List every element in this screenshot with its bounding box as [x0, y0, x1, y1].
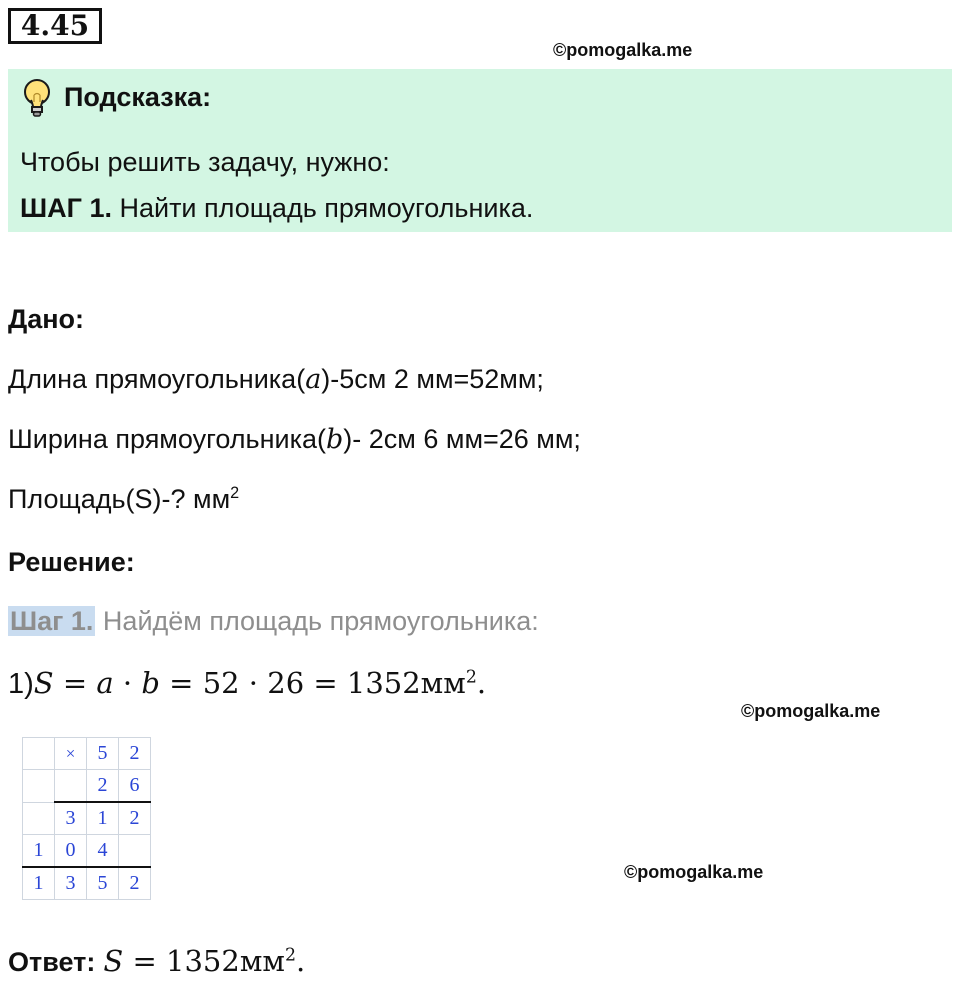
solution-step-label: Шаг 1.	[10, 606, 94, 636]
calc-sup: 2	[465, 667, 477, 688]
grid-cell: 2	[119, 867, 151, 900]
grid-cell: 2	[87, 770, 119, 803]
answer-rest: = 1352мм	[123, 944, 285, 978]
grid-cell: 1	[23, 867, 55, 900]
grid-cell: 1	[23, 835, 55, 868]
grid-cell: 4	[87, 835, 119, 868]
grid-cell: 3	[55, 802, 87, 835]
watermark: ©pomogalka.me	[553, 40, 693, 60]
answer-end: .	[296, 944, 306, 978]
given-length-suffix: )-5см 2 мм=52мм;	[321, 364, 544, 394]
answer-s: S	[103, 944, 124, 978]
watermark: ©pomogalka.me	[741, 701, 881, 721]
hint-step-text: Найти площадь прямоугольника.	[111, 193, 534, 223]
grid-cell: 0	[55, 835, 87, 868]
grid-cell: 5	[87, 867, 119, 900]
grid-cell: 1	[87, 802, 119, 835]
given-width-prefix: Ширина прямоугольника(	[8, 424, 326, 454]
grid-cell	[23, 802, 55, 835]
hint-step-label: ШАГ 1.	[20, 193, 112, 223]
solution-step-text: Найдём площадь прямоугольника:	[95, 606, 539, 636]
given-area-text: Площадь(S)-? мм	[8, 484, 231, 514]
given-length	[8, 364, 544, 395]
grid-cell: 2	[119, 738, 151, 770]
calc-a: a	[96, 666, 114, 700]
answer-sup: 2	[284, 945, 297, 966]
calc-s: S	[33, 666, 54, 700]
hint-intro: Чтобы решить задачу, нужно:	[20, 147, 390, 177]
grid-cell	[55, 770, 87, 803]
answer-label: Ответ:	[8, 947, 96, 977]
grid-cell	[23, 738, 55, 770]
calc-prefix: 1)	[8, 668, 34, 700]
grid-cell	[119, 835, 151, 868]
hint-title: Подсказка:	[64, 82, 212, 112]
given-area	[8, 484, 239, 515]
times-sign: ×	[55, 738, 87, 770]
given-width	[8, 424, 581, 455]
answer-line	[8, 944, 305, 979]
multiplication-grid	[22, 737, 151, 900]
calc-eq: =	[53, 666, 97, 700]
solution-heading: Решение:	[8, 547, 135, 577]
solution-calc	[8, 666, 486, 701]
calc-end: .	[476, 666, 487, 700]
grid-cell: 3	[55, 867, 87, 900]
var-b: b	[326, 424, 344, 455]
calc-dot: ·	[113, 666, 142, 700]
var-a: a	[305, 364, 322, 395]
watermark: ©pomogalka.me	[624, 862, 764, 882]
calc-b: b	[141, 666, 160, 700]
lightbulb-icon	[22, 78, 52, 118]
hint-step	[20, 193, 533, 224]
solution-step	[8, 606, 539, 637]
given-area-sup: 2	[230, 484, 240, 502]
given-width-suffix: )- 2см 6 мм=26 мм;	[343, 424, 581, 454]
grid-cell: 2	[119, 802, 151, 835]
calc-rest: = 52 · 26 = 1352мм	[159, 666, 466, 700]
given-heading: Дано:	[8, 304, 85, 334]
grid-cell: 6	[119, 770, 151, 803]
grid-cell	[23, 770, 55, 803]
grid-cell: 5	[87, 738, 119, 770]
task-number: 4.45	[8, 8, 102, 44]
given-length-prefix: Длина прямоугольника(	[8, 364, 306, 394]
